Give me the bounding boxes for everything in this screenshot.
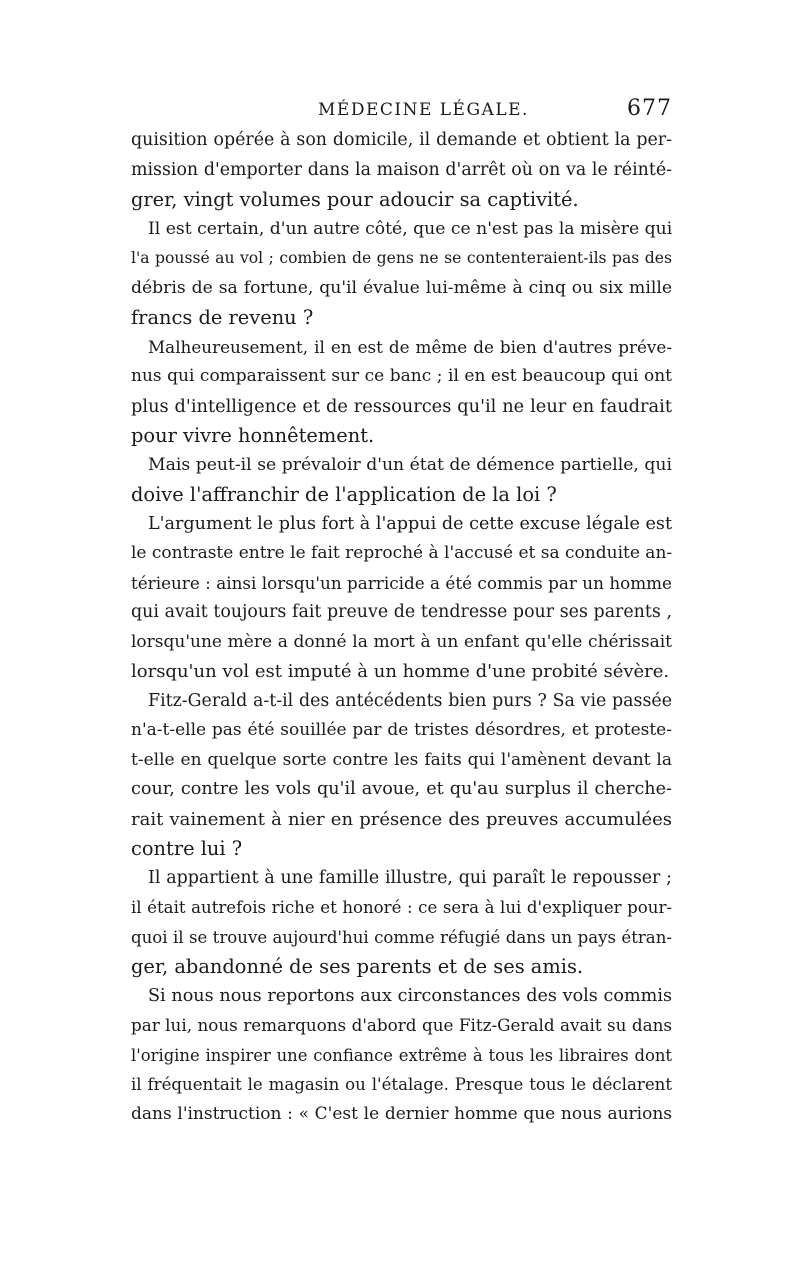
text-line: il fréquentait le magasin ou l'étalage. Presque tous le déclarent: [131, 1075, 672, 1094]
text-line: par lui, nous remarquons d'abord que Fitz-Gerald avait su dans: [131, 1015, 672, 1035]
text-line: Il appartient à une famille illustre, qui paraît le repousser ;: [148, 867, 672, 888]
text-line: il était autrefois riche et honoré : ce sera à lui d'expliquer pour-: [131, 898, 672, 917]
running-head: [131, 96, 672, 126]
running-title: MÉDECINE LÉGALE.: [318, 100, 529, 120]
text-line: francs de revenu ?: [131, 306, 314, 329]
text-line: térieure : ainsi lorsqu'un parricide a été commis par un homme: [131, 572, 672, 593]
text-line: pour vivre honnêtement.: [131, 424, 375, 447]
text-line: débris de sa fortune, qu'il évalue lui-même à cinq ou six mille: [131, 277, 672, 298]
book-page: [131, 96, 672, 1129]
text-line: Malheureusement, il en est de même de bien d'autres préve-: [148, 336, 672, 357]
text-line: lorsqu'un vol est imputé à un homme d'une probité sévère.: [131, 661, 670, 682]
text-line: plus d'intelligence et de ressources qu'il ne leur en faudrait: [131, 395, 672, 417]
text-line: n'a-t-elle pas été souillée par de tristes désordres, et proteste-: [131, 720, 672, 740]
text-line: ger, abandonné de ses parents et de ses amis.: [131, 955, 584, 978]
text-line: mission d'emporter dans la maison d'arrêt où on va le réinté-: [131, 159, 672, 180]
text-line: dans l'instruction : « C'est le dernier homme que nous aurions: [131, 1103, 672, 1124]
text-line: L'argument le plus fort à l'appui de cette excuse légale est: [148, 513, 673, 534]
body-text: [131, 126, 672, 1129]
text-line: contre lui ?: [131, 837, 243, 860]
text-line: qui avait toujours fait preuve de tendresse pour ses parents ,: [131, 602, 672, 622]
page-number: 677: [627, 96, 672, 121]
text-line: Mais peut-il se prévaloir d'un état de démence partielle, qui: [148, 454, 672, 475]
text-line: doive l'affranchir de l'application de la loi ?: [131, 483, 557, 506]
text-line: t-elle en quelque sorte contre les faits qui l'amènent devant la: [131, 749, 672, 770]
text-line: Fitz-Gerald a-t-il des antécédents bien purs ? Sa vie passée: [148, 690, 672, 711]
text-line: cour, contre les vols qu'il avoue, et qu'au surplus il cherche-: [131, 779, 672, 799]
text-line: quoi il se trouve aujourd'hui comme réfugié dans un pays étran-: [131, 927, 672, 947]
text-line: l'origine inspirer une confiance extrême à tous les libraires dont: [131, 1045, 672, 1065]
text-line: grer, vingt volumes pour adoucir sa captivité.: [131, 188, 579, 211]
text-line: quisition opérée à son domicile, il demande et obtient la per-: [131, 130, 672, 150]
text-line: lorsqu'une mère a donné la mort à un enfant qu'elle chérissait: [131, 631, 672, 652]
text-line: l'a poussé au vol ; combien de gens ne se contenteraient-ils pas des: [131, 249, 672, 267]
text-line: le contraste entre le fait reproché à l'accusé et sa conduite an-: [131, 543, 673, 563]
text-line: Il est certain, d'un autre côté, que ce n'est pas la misère qui: [148, 218, 673, 239]
text-line: Si nous nous reportons aux circonstances des vols commis: [148, 985, 672, 1006]
text-line: nus qui comparaissent sur ce banc ; il en est beaucoup qui ont: [131, 366, 672, 386]
text-line: rait vainement à nier en présence des preuves accumulées: [131, 808, 672, 830]
